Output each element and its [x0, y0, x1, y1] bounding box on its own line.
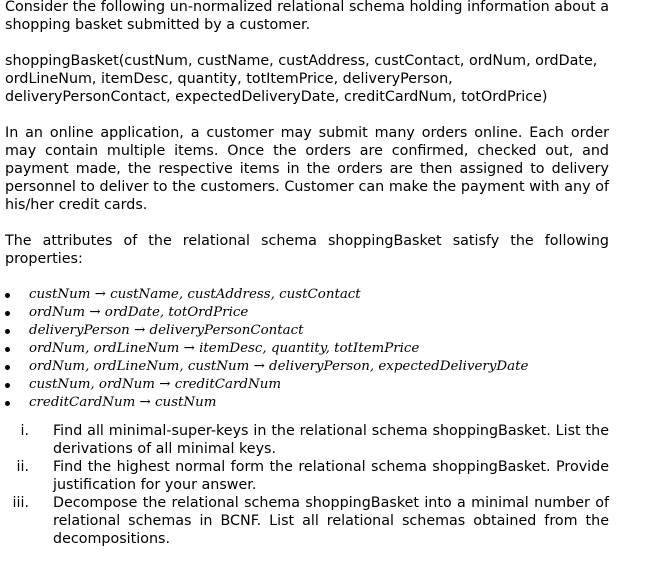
properties-intro: The attributes of the relational schema shoppingBasket satisfy the following properties: [5, 233, 609, 267]
bullet-icon [5, 365, 10, 370]
question-number: ii. [16, 459, 29, 475]
dependency-list [5, 286, 609, 412]
question-number: iii. [12, 495, 29, 511]
bullet-icon [5, 293, 10, 298]
question-item [5, 494, 609, 548]
dependency-item: creditCardNum → custNum [5, 394, 609, 412]
question-item [5, 422, 609, 458]
dependency-item: deliveryPerson → deliveryPersonContact [5, 322, 609, 340]
dependency-item: ordNum, ordLineNum → itemDesc, quantity, totItemPrice [5, 340, 609, 358]
question-list [5, 422, 609, 548]
dependency-item: ordNum, ordLineNum, custNum → deliveryPerson, expectedDeliveryDate [5, 358, 609, 376]
bullet-icon [5, 347, 10, 352]
question-number: i. [20, 423, 29, 439]
bullet-icon [5, 383, 10, 388]
bullet-icon [5, 311, 10, 316]
schema-definition: shoppingBasket(custNum, custName, custAddress, custContact, ordNum, ordDate, ordLineNum, itemDesc, quantity, totItemPrice, deliveryPerson, deliveryPersonContact, expectedDeliveryDate, creditCardNum, totOrdPrice) [5, 53, 598, 105]
bullet-icon [5, 401, 10, 406]
question-text: Find the highest normal form the relational schema shoppingBasket. Provide justification for your answer. [53, 459, 609, 493]
dependency-item: ordNum → ordDate, totOrdPrice [5, 304, 609, 322]
dependency-item: custNum, ordNum → creditCardNum [5, 376, 609, 394]
document [5, 0, 609, 548]
question-item [5, 458, 609, 494]
question-text: Find all minimal-super-keys in the relational schema shoppingBasket. List the derivations of all minimal keys. [53, 423, 609, 457]
description-paragraph: In an online application, a customer may submit many orders online. Each order may contain multiple items. Once the orders are confirmed, checked out, and payment made, the respective items in the orders are then assigned to delivery personnel to deliver to the customers. Customer can make the payment with any of his/her credit cards. [5, 125, 609, 213]
question-text: Decompose the relational schema shoppingBasket into a minimal number of relational schemas in BCNF. List all relational schemas obtained from the decompositions. [53, 495, 609, 547]
intro-paragraph: Consider the following un-normalized relational schema holding information about a shopping basket submitted by a customer. [5, 0, 609, 33]
bullet-icon [5, 329, 10, 334]
dependency-item: custNum → custName, custAddress, custContact [5, 286, 609, 304]
